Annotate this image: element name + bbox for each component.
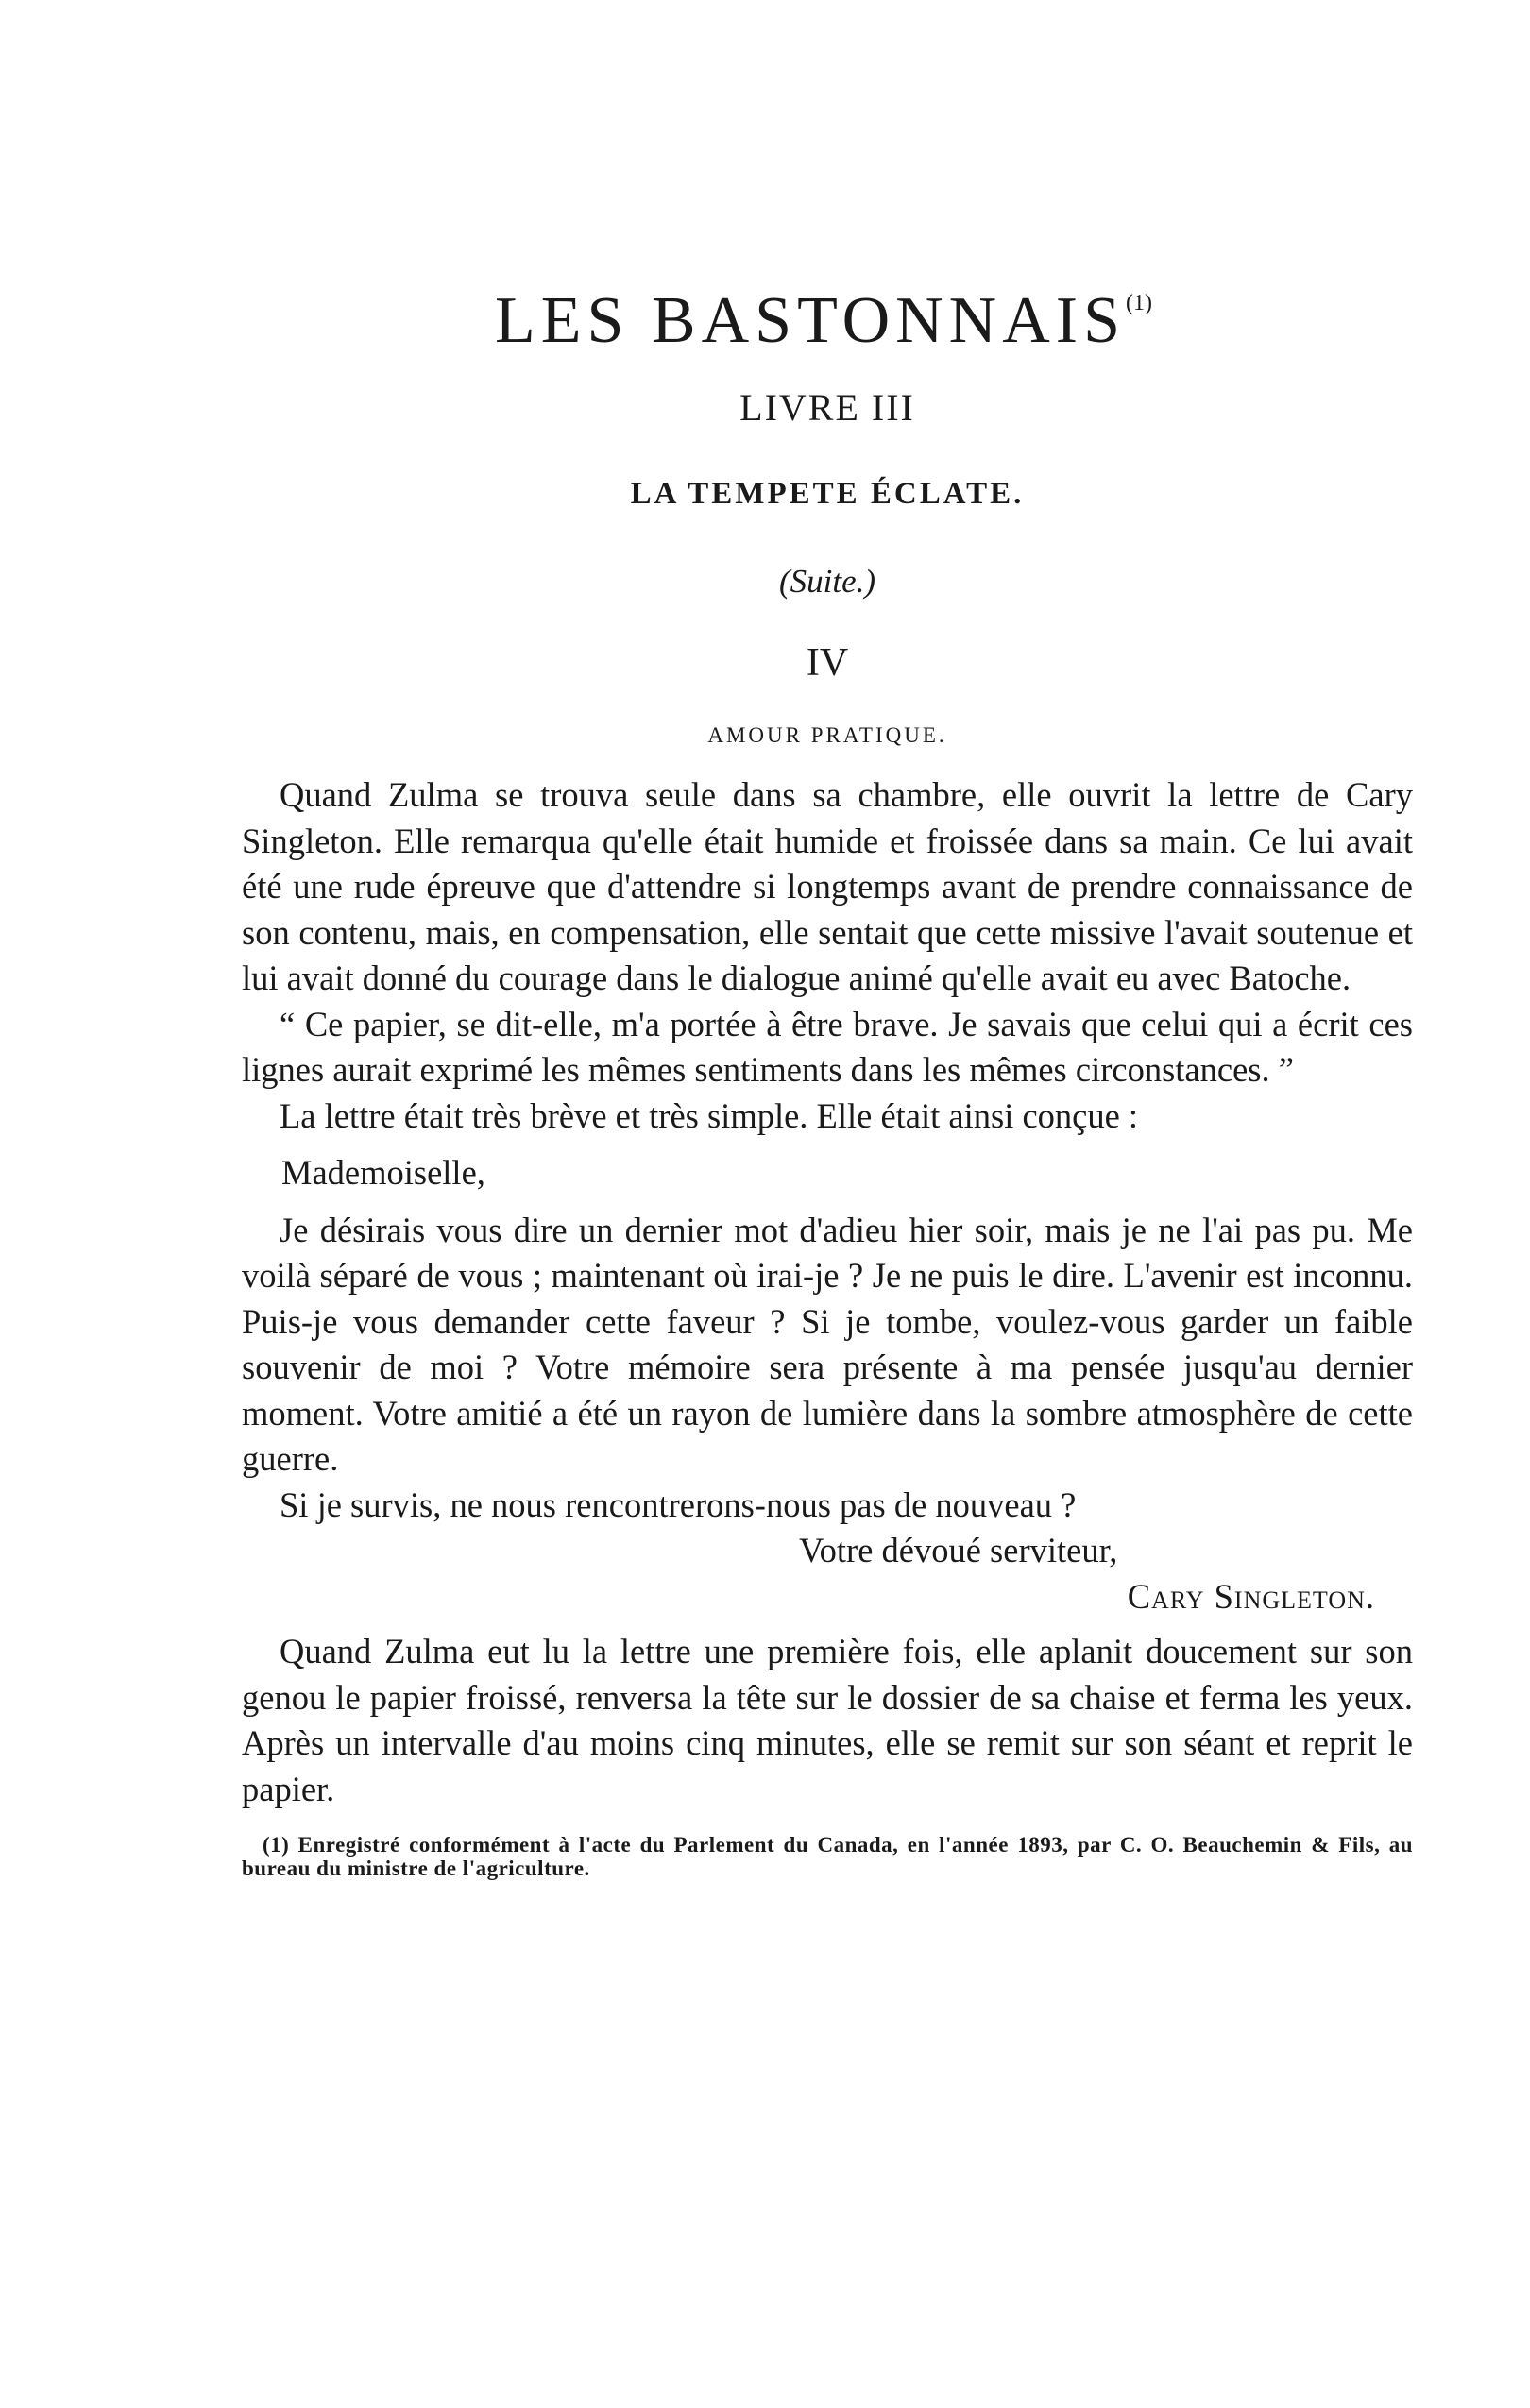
- letter-paragraph: Je désirais vous dire un dernier mot d'adieu hier soir, mais je ne l'ai pas pu. Me voilà séparé de vous ; maintenant où irai-je ? Je ne puis le dire. L'avenir est inconnu. Puis-je vous demander cette faveur ? Si je tombe, voulez-vous garder un faible souvenir de moi ? Votre mémoire sera présente à ma pensée jusqu'au dernier moment. Votre amitié a été un rayon de lumière dans la sombre atmosphère de cette guerre.: [242, 1210, 1413, 1478]
- document-page: [242, 283, 1413, 1880]
- paragraph: Quand Zulma eut lu la lettre une première fois, elle aplanit doucement sur son genou le papier froissé, renversa la tête sur le dossier de sa chaise et ferma les yeux. Après un intervalle d'au moins cinq minutes, elle se remit sur son séant et reprit le papier.: [242, 1632, 1413, 1808]
- paragraph: La lettre était très brève et très simple. Elle était ainsi conçue :: [280, 1095, 1139, 1135]
- section-title: AMOUR PRATIQUE.: [707, 723, 947, 747]
- footnote: (1) Enregistré conformément à l'acte du Parlement du Canada, en l'année 1893, par C. O. Beauchemin & Fils, au bureau du ministre de l'agriculture.: [242, 1833, 1413, 1880]
- paragraph: “ Ce papier, se dit-elle, m'a portée à être brave. Je savais que celui qui a écrit ces lignes aurait exprimé les mêmes sentiments dans les mêmes circonstances. ”: [242, 1004, 1413, 1089]
- section-number: IV: [806, 641, 849, 685]
- footnote-ref: (1): [1126, 290, 1153, 315]
- book-title-text: LES BASTONNAIS: [494, 284, 1127, 357]
- letter-paragraph: Si je survis, ne nous rencontrerons-nous pas de nouveau ?: [280, 1484, 1077, 1524]
- letter-signature: Cary Singleton.: [1127, 1576, 1375, 1616]
- body-text: [242, 772, 1413, 1812]
- book-number: LIVRE III: [740, 386, 915, 429]
- chapter-title: LA TEMPETE ÉCLATE.: [630, 477, 1025, 511]
- letter: [242, 1150, 1413, 1619]
- letter-salutation: Mademoiselle,: [281, 1153, 485, 1192]
- paragraph: Quand Zulma se trouva seule dans sa chambre, elle ouvrit la lettre de Cary Singleton. Elle remarqua qu'elle était humide et froissée dans sa main. Ce lui avait été une rude épreuve que d'attendre si longtemps avant de prendre connaissance de son contenu, mais, en compensation, elle sentait que cette missive l'avait soutenue et lui avait donné du courage dans le dialogue animé qu'elle avait eu avec Batoche.: [242, 775, 1413, 997]
- book-title: [238, 283, 1409, 359]
- letter-closing: Votre dévoué serviteur,: [799, 1531, 1118, 1569]
- continued-label: (Suite.): [778, 563, 876, 600]
